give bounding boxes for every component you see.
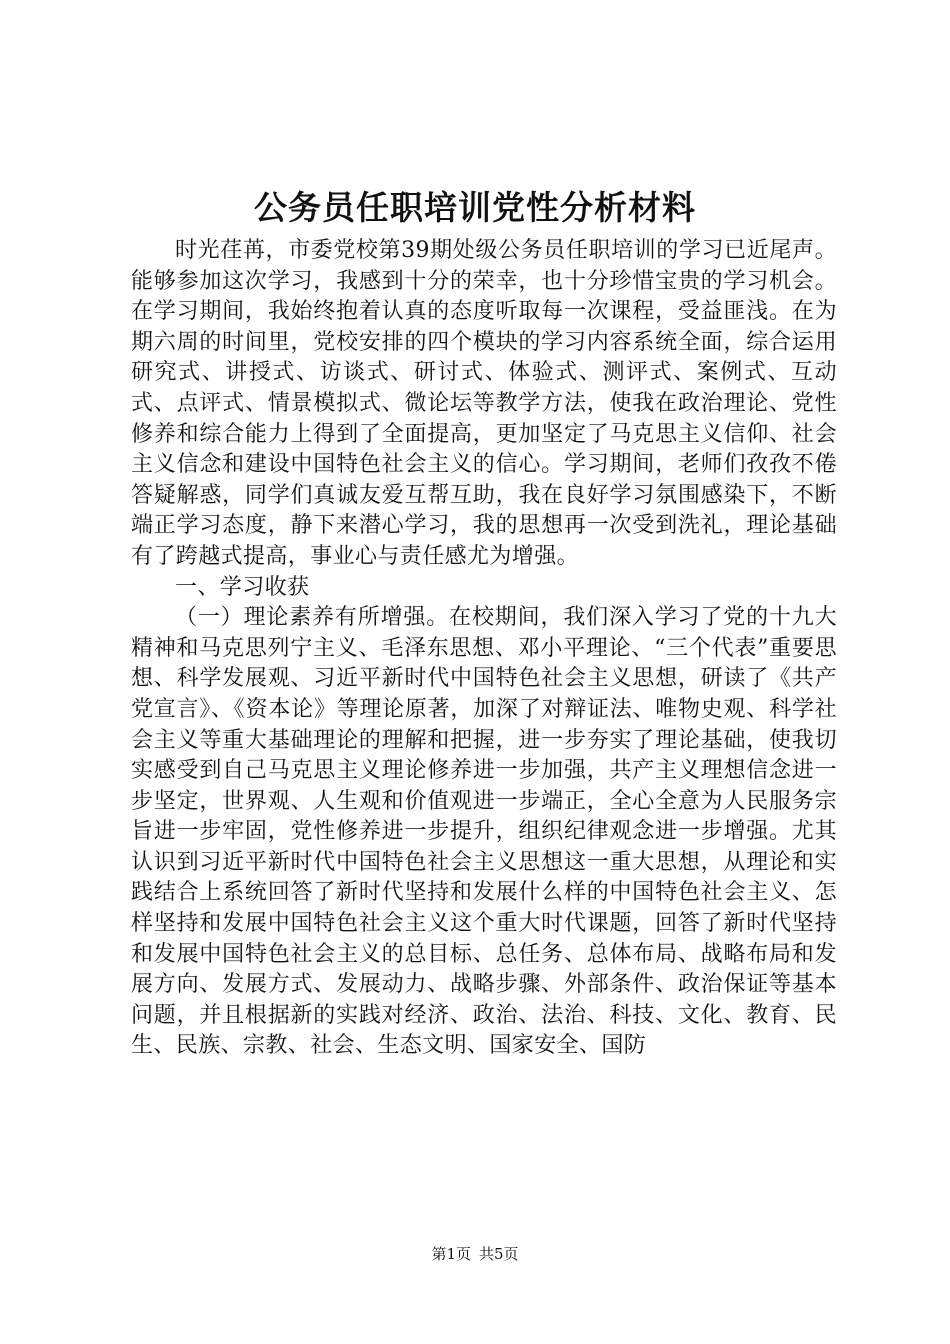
document-body xyxy=(131,236,837,1062)
page-footer xyxy=(0,1244,950,1264)
paragraph-theory-literacy: （一）理论素养有所增强。在校期间，我们深入学习了党的十九大精神和马克思列宁主义、毛泽东思想、邓小平理论、“三个代表”重要思想、科学发展观、习近平新时代中国特色社会主义思想，研读了《共产党宣言》、《资本论》等理论原著，加深了对辩证法、唯物史观、科学社会主义等重大基础理论的理解和把握，进一步夯实了理论基础，使我切实感受到自己马克思主义理论修养进一步加强，共产主义理想信念进一步坚定，世界观、人生观和价值观进一步端正，全心全意为人民服务宗旨进一步牢固，党性修养进一步提升，组织纪律观念进一步增强。尤其认识到习近平新时代中国特色社会主义思想这一重大思想，从理论和实践结合上系统回答了新时代坚持和发展什么样的中国特色社会主义、怎样坚持和发展中国特色社会主义这个重大时代课题，回答了新时代坚持和发展中国特色社会主义的总目标、总任务、总体布局、战略布局和发展方向、发展方式、发展动力、战略步骤、外部条件、政治保证等基本问题，并且根据新的实践对经济、政治、法治、科技、文化、教育、民生、民族、宗教、社会、生态文明、国家安全、国防 xyxy=(131,605,837,1059)
page-total: 共5页 xyxy=(479,1245,519,1263)
document-title: 公务员任职培训党性分析材料 xyxy=(254,188,696,227)
page-number: 第1页 xyxy=(431,1245,471,1263)
paragraph-intro: 时光荏苒，市委党校第39期处级公务员任职培训的学习已近尾声。能够参加这次学习，我感到十分的荣幸，也十分珍惜宝贵的学习机会。在学习期间，我始终抱着认真的态度听取每一次课程，受益匪浅。在为期六周的时间里，党校安排的四个模块的学习内容系统全面，综合运用研究式、讲授式、访谈式、研讨式、体验式、测评式、案例式、互动式、点评式、情景模拟式、微论坛等教学方法，使我在政治理论、党性修养和综合能力上得到了全面提高，更加坚定了马克思主义信仰、社会主义信念和建设中国特色社会主义的信心。学习期间，老师们孜孜不倦答疑解惑，同学们真诚友爱互帮互助，我在良好学习氛围感染下，不断端正学习态度，静下来潜心学习，我的思想再一次受到洗礼，理论基础有了跨越式提高，事业心与责任感尤为增强。 xyxy=(131,238,837,569)
section-heading-learning-gains: 一、学习收获 xyxy=(175,574,310,600)
